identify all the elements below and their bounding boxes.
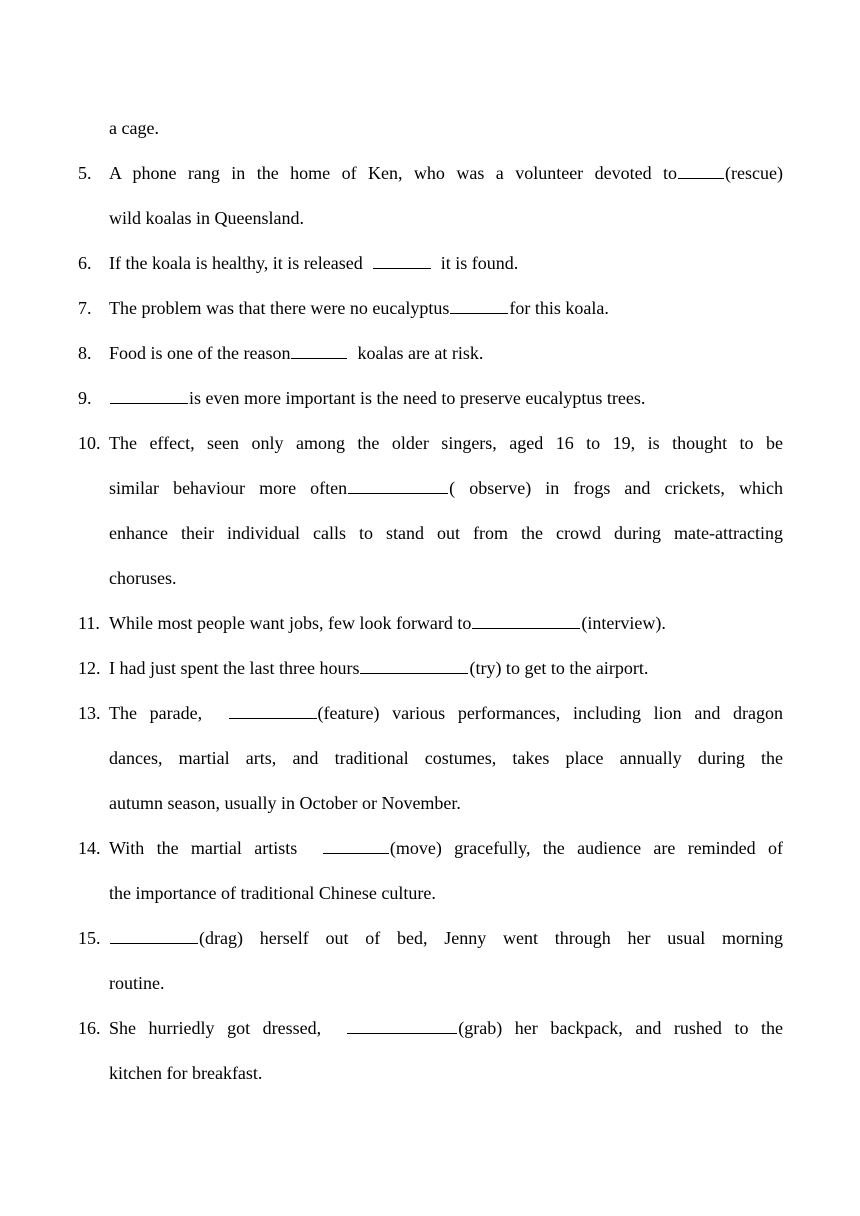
item-number: 5.	[78, 163, 92, 183]
item-10-line-4: choruses.	[109, 568, 177, 588]
item-number: 11.	[78, 613, 100, 633]
item-6-line-1: If the koala is healthy, it is released it is found.	[109, 253, 519, 273]
item-number: 10.	[78, 433, 101, 453]
item-5-line-2: wild koalas in Queensland.	[109, 208, 304, 228]
item-7-line-1: The problem was that there were no eucalyptus for this koala.	[109, 298, 609, 318]
item-12-line-1: I had just spent the last three hours (try) to get to the airport.	[109, 658, 649, 678]
item-16-line-1: She hurriedly got dressed, (grab) her backpack, and rushed to the	[109, 1018, 783, 1038]
item-13-line-2: dances, martial arts, and traditional costumes, takes place annually during the	[109, 748, 783, 768]
item-10-line-1: The effect, seen only among the older singers, aged 16 to 19, is thought to be	[109, 433, 783, 453]
answer-blank[interactable]	[347, 1016, 457, 1034]
item-9-line-1: is even more important is the need to preserve eucalyptus trees.	[109, 386, 783, 410]
item-number: 14.	[78, 838, 101, 858]
item-13-line-1: The parade, (feature) various performances, including lion and dragon	[109, 703, 783, 723]
item-number: 6.	[78, 253, 92, 273]
answer-blank[interactable]	[348, 476, 448, 494]
item-number: 13.	[78, 703, 101, 723]
item-15-line-1: (drag) herself out of bed, Jenny went through her usual morning	[109, 926, 783, 950]
item-number: 15.	[78, 928, 101, 948]
item-5-line-1: A phone rang in the home of Ken, who was a volunteer devoted to (rescue)	[109, 163, 783, 183]
answer-blank[interactable]	[110, 386, 188, 404]
answer-blank[interactable]	[678, 161, 724, 179]
item-number: 7.	[78, 298, 92, 318]
item-15-line-2: routine.	[109, 973, 165, 993]
answer-blank[interactable]	[373, 251, 431, 269]
item-number: 16.	[78, 1018, 101, 1038]
answer-blank[interactable]	[450, 296, 508, 314]
item-14-line-1: With the martial artists (move) gracefully, the audience are reminded of	[109, 838, 783, 858]
item-8-line-1: Food is one of the reason koalas are at risk.	[109, 343, 484, 363]
item-number: 12.	[78, 658, 101, 678]
answer-blank[interactable]	[323, 836, 389, 854]
item-10-line-2: similar behaviour more often ( observe) in frogs and crickets, which	[109, 478, 783, 498]
answer-blank[interactable]	[472, 611, 580, 629]
item-10-line-3: enhance their individual calls to stand out from the crowd during mate-attracting	[109, 523, 783, 543]
answer-blank[interactable]	[229, 701, 317, 719]
item-14-line-2: the importance of traditional Chinese culture.	[109, 883, 436, 903]
continuation-line: a cage.	[109, 118, 159, 138]
item-13-line-3: autumn season, usually in October or November.	[109, 793, 461, 813]
item-number: 8.	[78, 343, 92, 363]
item-11-line-1: While most people want jobs, few look forward to (interview).	[109, 613, 666, 633]
answer-blank[interactable]	[291, 341, 347, 359]
answer-blank[interactable]	[110, 926, 198, 944]
item-number: 9.	[78, 388, 92, 408]
answer-blank[interactable]	[360, 656, 468, 674]
item-16-line-2: kitchen for breakfast.	[109, 1063, 263, 1083]
